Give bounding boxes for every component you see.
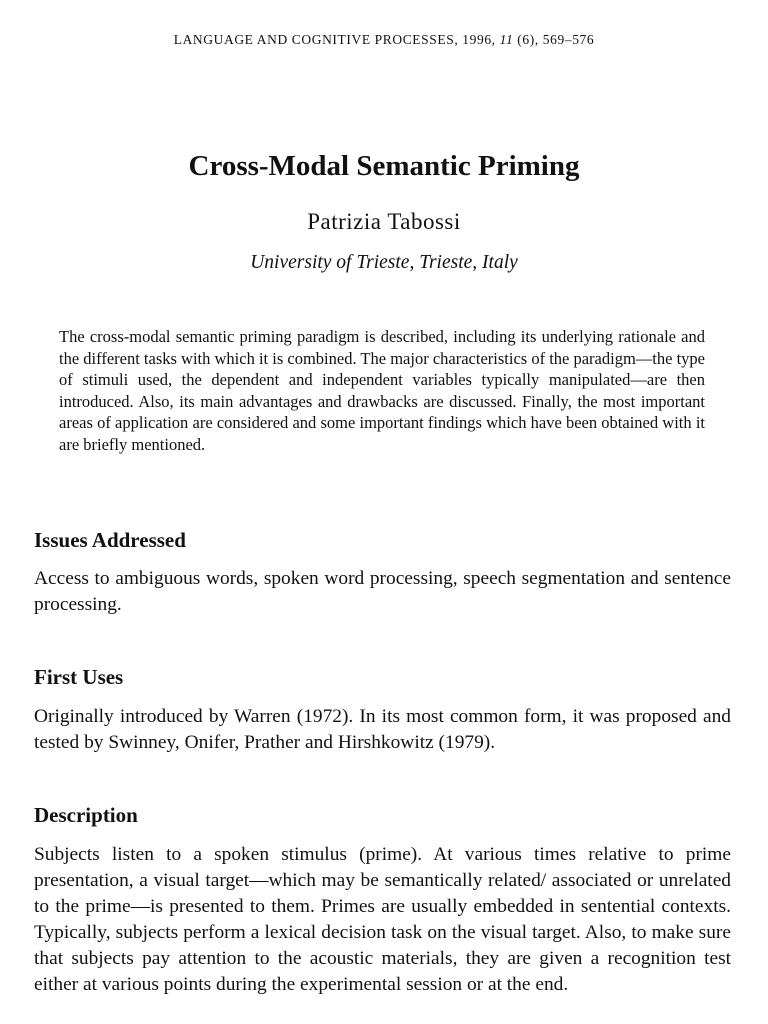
article-author: Patrizia Tabossi (307, 209, 461, 234)
article-abstract: The cross-modal semantic priming paradigm is described, including its underlying rationale and the different tasks with which it is combined. The major characteristics of the paradigm—the type of stimuli used, the dependent and independent variables typically manipulated—are then introduced. Also, its main advantages and drawbacks are discussed. Finally, the most important areas of application are considered and some important findings which have been obtained with it are briefly mentioned. (59, 327, 705, 454)
journal-citation: LANGUAGE AND COGNITIVE PROCESSES, 1996, (173, 32, 500, 47)
section-heading-first-uses: First Uses (34, 665, 124, 689)
journal-volume: 11 (499, 32, 514, 47)
article-title: Cross-Modal Semantic Priming (188, 150, 580, 182)
journal-issue-pages: (6), 569–576 (513, 32, 595, 47)
section-body-first-uses: Originally introduced by Warren (1972). In its most common form, it was proposed and tested by Swinney, Onifer, Prather and Hirshkowitz (1979). (34, 706, 731, 753)
section-body-description: Subjects listen to a spoken stimulus (prime). At various times relative to prime presentation, a visual target—which may be semantically related/ associated or unrelated to the prime—is presented to them. Primes are usually embedded in sentential contexts. Typically, subjects perform a lexical decision task on the visual target. Also, to make sure that subjects pay attention to the acoustic materials, they are given a recognition test either at various points during the experimental session or at the end. (34, 844, 731, 995)
author-affiliation: University of Trieste, Trieste, Italy (250, 252, 518, 273)
section-heading-issues-addressed: Issues Addressed (34, 528, 186, 552)
running-head (0, 32, 768, 48)
section-body-issues-addressed: Access to ambiguous words, spoken word processing, speech segmentation and sentence processing. (34, 568, 731, 615)
section-heading-description: Description (34, 803, 138, 827)
